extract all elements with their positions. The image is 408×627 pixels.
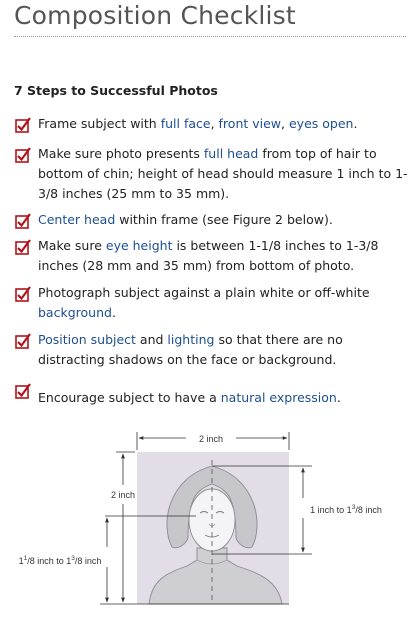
link-position-subject[interactable]: Position subject (38, 332, 136, 347)
eye-label-sup2: 3 (71, 555, 75, 562)
page-title: Composition Checklist (14, 1, 296, 30)
eye-label-mid: /8 inch to 1 (27, 556, 72, 566)
link-full-head[interactable]: full head (203, 146, 259, 161)
head-label-sup: 3 (351, 504, 356, 511)
checkbox-checked-icon (14, 285, 32, 303)
step-5 (14, 283, 408, 323)
link-eyes-open[interactable]: eyes open (288, 116, 354, 131)
step-text-0-6: . (353, 116, 358, 131)
step-1 (14, 114, 408, 134)
step-text-6-0: Encourage subject to have a (38, 390, 221, 405)
eye-label-lead: 1 (18, 556, 24, 566)
step-text-3-2: is between 1-1/8 inches to 1-3/8 inches (28 mm and 35 mm) from bottom of photo. (38, 238, 379, 273)
checkbox-checked-icon (14, 382, 32, 400)
head-label-lead: 1 inch to 1 (310, 505, 352, 515)
step-text-4-0: Photograph subject against a plain white or off-white (38, 285, 370, 300)
step-text-4-2: . (111, 305, 116, 320)
checkbox-checked-icon (14, 116, 32, 134)
checkbox-checked-icon (14, 146, 32, 164)
step-6 (14, 330, 408, 370)
checkbox-checked-icon (14, 332, 32, 350)
step-4 (14, 236, 408, 276)
step-text-6-2: . (336, 390, 341, 405)
step-text-1-2: from top of hair to bottom of chin; height of head should measure 1 inch to 1-3/8 inches (25 mm to 35 mm). (38, 146, 408, 201)
title-divider (14, 36, 406, 37)
steps-list (14, 114, 408, 408)
photo-dimension-figure (0, 420, 408, 627)
height-label: 2 inch (110, 490, 136, 500)
link-natural-expression[interactable]: natural expression (220, 390, 337, 405)
step-text-3-0: Make sure (38, 238, 106, 253)
step-3 (14, 210, 408, 230)
width-label: 2 inch (198, 434, 224, 444)
steps-heading: 7 Steps to Successful Photos (14, 83, 218, 98)
head-label-tail: /8 inch (355, 505, 382, 515)
step-text-2-1: within frame (see Figure 2 below). (115, 212, 333, 227)
step-7 (14, 382, 408, 408)
checkbox-checked-icon (14, 238, 32, 256)
step-text-5-3: so that there are no distracting shadows on the face or background. (38, 332, 343, 367)
eye-height-label (19, 555, 102, 566)
head-height-label (310, 504, 382, 515)
link-full-face[interactable]: full face (160, 116, 211, 131)
step-text-0-0: Frame subject with (38, 116, 161, 131)
link-front-view[interactable]: front view (218, 116, 282, 131)
link-eye-height[interactable]: eye height (105, 238, 173, 253)
step-text-0-2: , (210, 116, 219, 131)
step-text-1-0: Make sure photo presents (38, 146, 204, 161)
step-2 (14, 144, 408, 204)
link-center-head[interactable]: Center head (38, 212, 116, 227)
eye-label-tail: /8 inch (74, 556, 102, 566)
link-lighting[interactable]: lighting (167, 332, 215, 347)
checkbox-checked-icon (14, 212, 32, 230)
eye-label-sup1: 1 (23, 555, 28, 562)
step-text-0-4: , (281, 116, 289, 131)
link-background[interactable]: background (38, 305, 112, 320)
step-text-5-1: and (135, 332, 168, 347)
